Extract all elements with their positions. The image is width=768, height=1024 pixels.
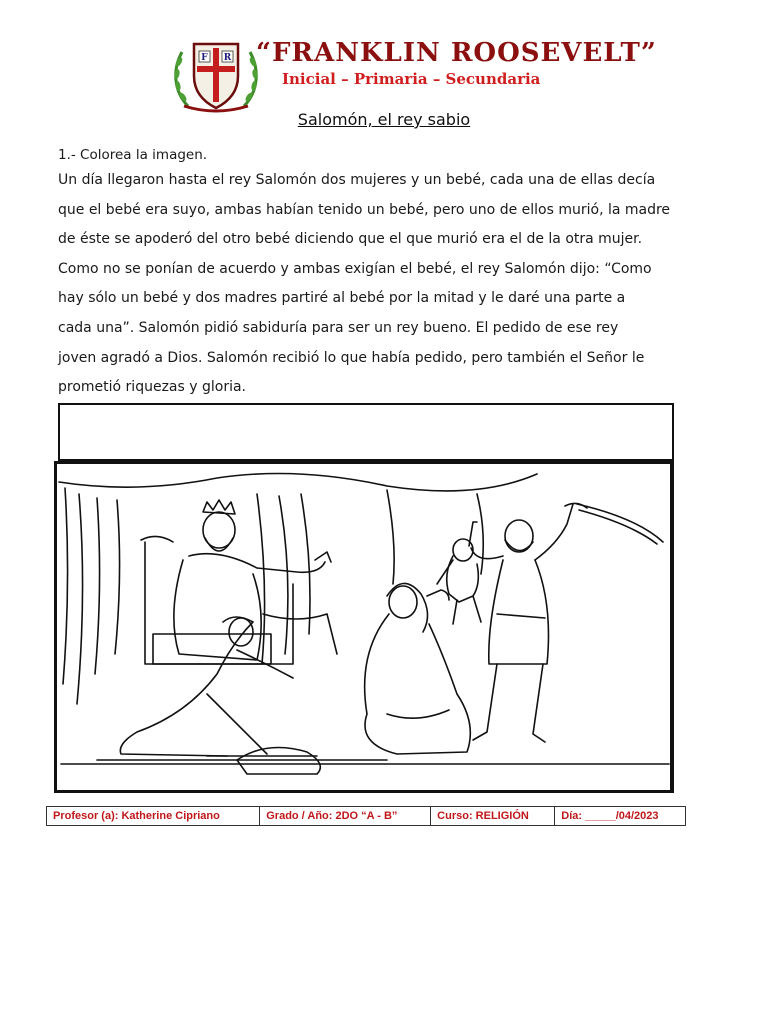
school-name: “FRANKLIN ROOSEVELT”	[256, 38, 657, 68]
teacher-cell: Profesor (a): Katherine Cipriano	[47, 807, 260, 826]
story-line: Un día llegaron hasta el rey Salomón dos mujeres y un bebé, cada una de ellas decía	[58, 172, 656, 188]
story-line: que el bebé era suyo, ambas habían tenido un bebé, pero uno de ellos murió, la madre	[58, 201, 671, 218]
date-cell: Día: _____/04/2023	[555, 807, 686, 826]
blank-frame	[58, 403, 674, 461]
footer-info-table	[46, 806, 686, 826]
story-line: Como no se ponían de acuerdo y ambas exigían el bebé, el rey Salomón dijo: “Como	[58, 260, 652, 277]
story-text	[58, 146, 698, 403]
story-line: de éste se apoderó del otro bebé diciendo que el que murió era el de la otra mujer.	[58, 231, 643, 248]
school-crest-logo	[170, 36, 262, 116]
svg-text:F: F	[201, 53, 208, 63]
svg-text:R: R	[223, 53, 232, 63]
course-cell: Curso: RELIGIÓN	[431, 807, 555, 826]
school-levels: Inicial – Primaria – Secundaria	[282, 70, 541, 88]
coloring-line-art	[57, 464, 670, 790]
story-line: hay sólo un bebé y dos madres partiré al bebé por la mitad y le daré una parte a	[58, 290, 626, 307]
story-line: prometió riquezas y gloria.	[58, 379, 246, 396]
story-line: cada una”. Salomón pidió sabiduría para ser un rey bueno. El pedido de ese rey	[58, 319, 619, 336]
page-title: Salomón, el rey sabio	[297, 110, 471, 129]
story-line: joven agradó a Dios. Salomón recibió lo que había pedido, pero también el Señor le	[58, 349, 645, 366]
grade-cell: Grado / Año: 2DO “A - B”	[260, 807, 431, 826]
coloring-picture	[54, 461, 674, 793]
instruction: 1.- Colorea la imagen.	[58, 147, 208, 163]
school-header	[0, 28, 768, 98]
